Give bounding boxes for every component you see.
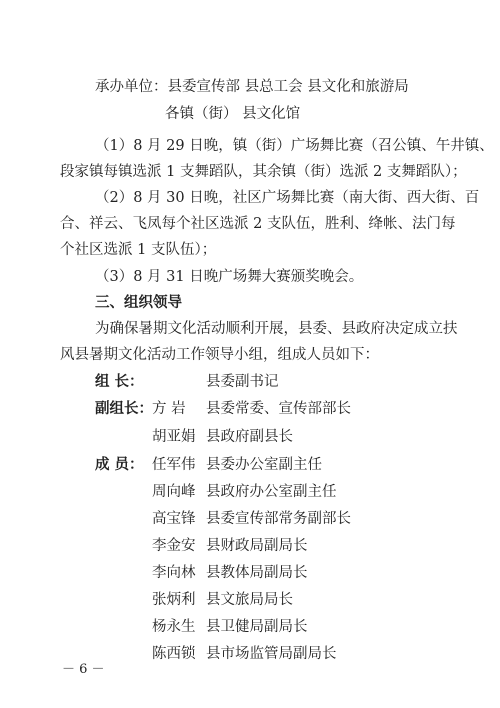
member-name: 李向林: [152, 565, 196, 581]
member-title: 县市场监管局副局长: [206, 646, 337, 662]
intro-line-1: 为确保暑期文化活动顺利开展，县委、县政府决定成立扶: [95, 321, 458, 337]
member-name: 任军伟: [152, 457, 196, 473]
item-3: （3）8 月 31 日晚广场舞大赛颁奖晚会。: [95, 269, 364, 285]
member-name: 陈西锁: [152, 646, 196, 662]
member-name: 杨永生: [152, 619, 196, 635]
member-name: 张炳利: [152, 592, 196, 608]
member-title: 县卫健局副局长: [206, 619, 308, 635]
item-1-line-1: （1）8 月 29 日晚，镇（街）广场舞比赛（召公镇、午井镇、: [95, 138, 494, 154]
item-1-line-2: 段家镇每镇选派 1 支舞蹈队，其余镇（街）选派 2 支舞蹈队）；: [60, 164, 467, 180]
item-2-line-2: 合、祥云、飞凤每个社区选派 2 支队伍，胜利、绛帐、法门每: [60, 216, 456, 232]
member-title: 县教体局副局长: [206, 565, 308, 581]
deputy-title: 县委常委、宣传部部长: [206, 401, 351, 417]
member-title: 县财政局副局长: [206, 538, 308, 554]
intro-line-2: 风县暑期文化活动工作领导小组，组成人员如下：: [60, 347, 379, 363]
page-number: － 6 －: [62, 662, 105, 677]
member-title: 县委办公室副主任: [206, 457, 322, 473]
member-title: 县委宣传部常务副部长: [206, 511, 351, 527]
organizers-line-2: 各镇（街） 县文化馆: [165, 106, 301, 122]
members-role-label: 成 员：: [95, 457, 144, 473]
member-name: 李金安: [152, 538, 196, 554]
member-name: 高宝锋: [152, 511, 196, 527]
item-2-line-1: （2）8 月 30 日晚，社区广场舞比赛（南大街、西大街、百: [95, 190, 480, 206]
deputy-title: 县政府副县长: [206, 429, 293, 445]
deputy-role-label: 副组长：: [95, 401, 153, 417]
member-name: 周向峰: [152, 484, 196, 500]
organizers-line-1: 承办单位：县委宣传部 县总工会 县文化和旅游局: [95, 79, 409, 95]
item-2-line-3: 个社区选派 1 支队伍）；: [60, 242, 217, 258]
leader-role-label: 组 长：: [95, 374, 144, 390]
member-title: 县政府办公室副主任: [206, 484, 337, 500]
member-title: 县文旅局局长: [206, 592, 293, 608]
deputy-name: 方 岩: [152, 401, 186, 417]
deputy-name: 胡亚娟: [152, 429, 196, 445]
section-heading: 三、组织领导: [95, 295, 182, 311]
leader-title: 县委副书记: [206, 374, 279, 390]
